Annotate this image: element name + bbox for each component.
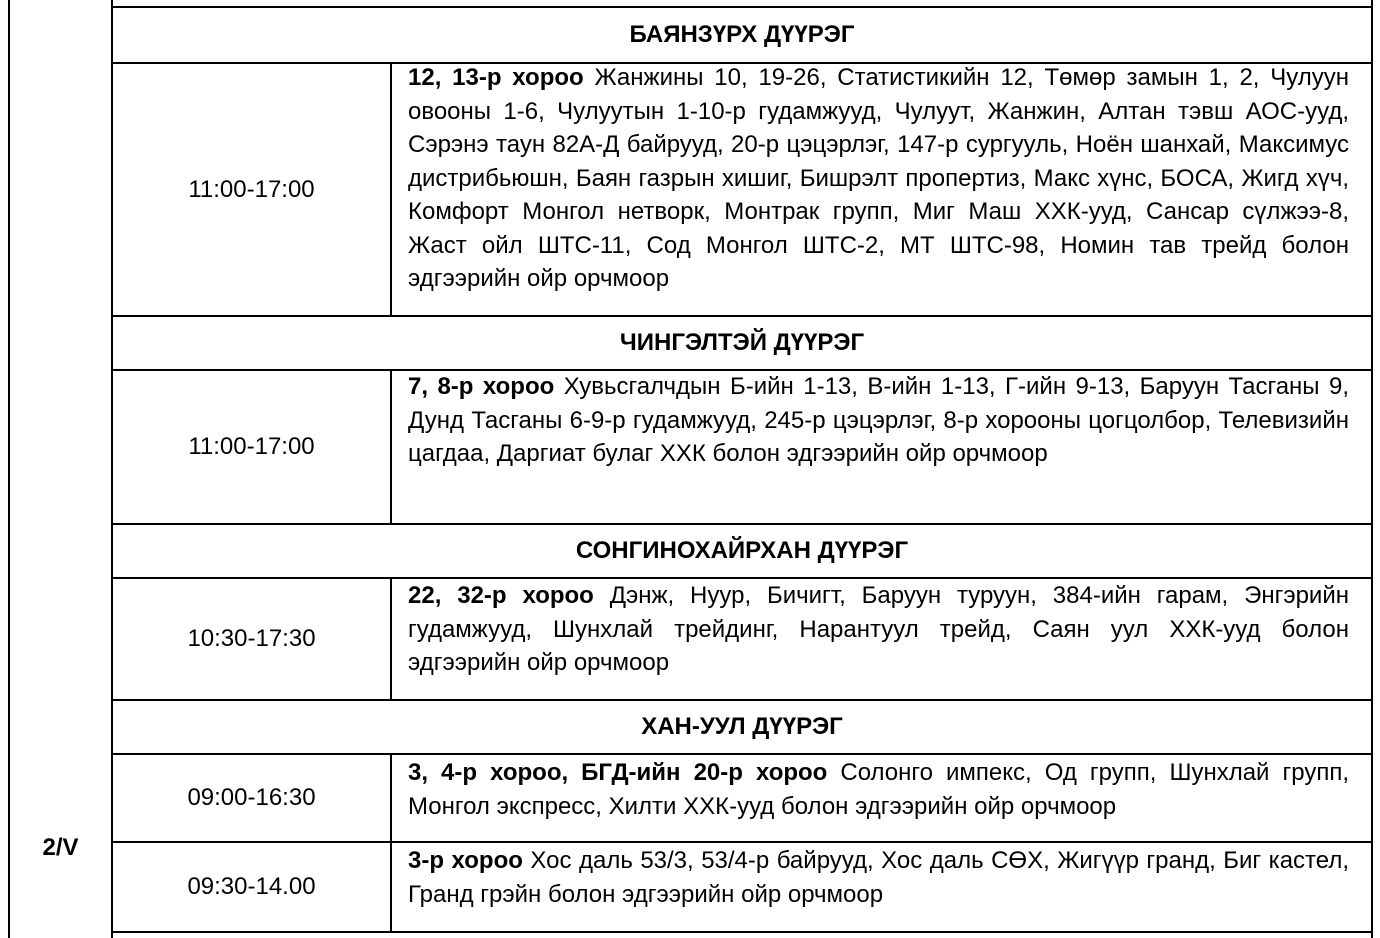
khoroo-label: 7, 8-р хороо bbox=[408, 373, 555, 400]
area-description bbox=[392, 756, 1371, 841]
area-description bbox=[392, 579, 1371, 699]
border-right bbox=[1371, 0, 1373, 938]
area-list: Жанжины 10, 19-26, Статистикийн 12, Төмөр замын 1, 2, Чулуун овооны 1-6, Чулуутын 1-10-р гудамжууд, Чулуут, Жанжин, Алтан тэвш АОС-ууд, Сэрэнэ таун 82А-Д байрууд, 20-р цэцэрлэг, 147-р сургууль, Ноён шанхай, Максимус дистрибьюшн, Баян газрын хишиг, Бишрэлт пропертиз, Макс хүнс, БОСА, Жигд хүч, Комфорт Монгол нетворк, Монтрак групп, Миг Маш ХХК-ууд, Сансар сүлжээ-8, Жаст ойл ШТС-11, Сод Монгол ШТС-2, МТ ШТС-98, Номин тав трейд болон эдгээрийн ойр орчмоор bbox=[408, 64, 1349, 292]
area-list: Хувьсгалчдын Б-ийн 1-13, В-ийн 1-13, Г-ийн 9-13, Баруун Тасганы 9, Дунд Тасганы 6-9-р гудамжууд, 245-р цэцэрлэг, 8-р хорооны цогцолбор, Телевизийн цагдаа, Даргиат булаг ХХК болон эдгээрийн ойр орчмоор bbox=[408, 373, 1349, 467]
border-row bbox=[111, 931, 1373, 933]
khoroo-label: 12, 13-р хороо bbox=[408, 64, 584, 91]
time-range: 11:00-17:00 bbox=[188, 433, 315, 460]
area-list: Хос даль 53/3, 53/4-р байрууд, Хос даль СӨХ, Жигүүр гранд, Биг кастел, Гранд грэйн болон эдгээрийн ойр орчмоор bbox=[408, 847, 1350, 908]
time-range: 09:30-14.00 bbox=[187, 873, 316, 900]
area-list: Дэнж, Нуур, Бичигт, Баруун туруун, 384-ийн гарам, Энгэрийн гудамжууд, Шунхлай трейдинг, Нарантуул трейд, Саян уул ХХК-ууд болон эдгээрийн ойр орчмоор bbox=[408, 582, 1349, 676]
time-range: 10:30-17:30 bbox=[187, 625, 316, 652]
date-label: 2/V bbox=[42, 834, 79, 861]
district-heading: ХАН-УУЛ ДҮҮРЭГ bbox=[641, 713, 843, 740]
time-range: 09:00-16:30 bbox=[187, 784, 316, 811]
district-heading: СОНГИНОХАЙРХАН ДҮҮРЭГ bbox=[575, 537, 909, 564]
area-description bbox=[392, 370, 1371, 523]
area-description bbox=[392, 61, 1371, 315]
area-description bbox=[392, 844, 1371, 931]
area-list: Солонго импекс, Од групп, Шунхлай групп, Монгол экспресс, Хилти ХХК-ууд болон эдгээрийн ойр орчмоор bbox=[408, 759, 1349, 820]
district-heading: БАЯНЗҮРХ ДҮҮРЭГ bbox=[629, 21, 855, 48]
khoroo-label: 3, 4-р хороо, БГД-ийн 20-р хороо bbox=[408, 759, 828, 786]
khoroo-label: 22, 32-р хороо bbox=[408, 582, 594, 609]
khoroo-label: 3-р хороо bbox=[408, 847, 523, 874]
time-range: 11:00-17:00 bbox=[188, 175, 315, 203]
district-heading: ЧИНГЭЛТЭЙ ДҮҮРЭГ bbox=[619, 329, 865, 356]
border-left bbox=[8, 0, 10, 938]
